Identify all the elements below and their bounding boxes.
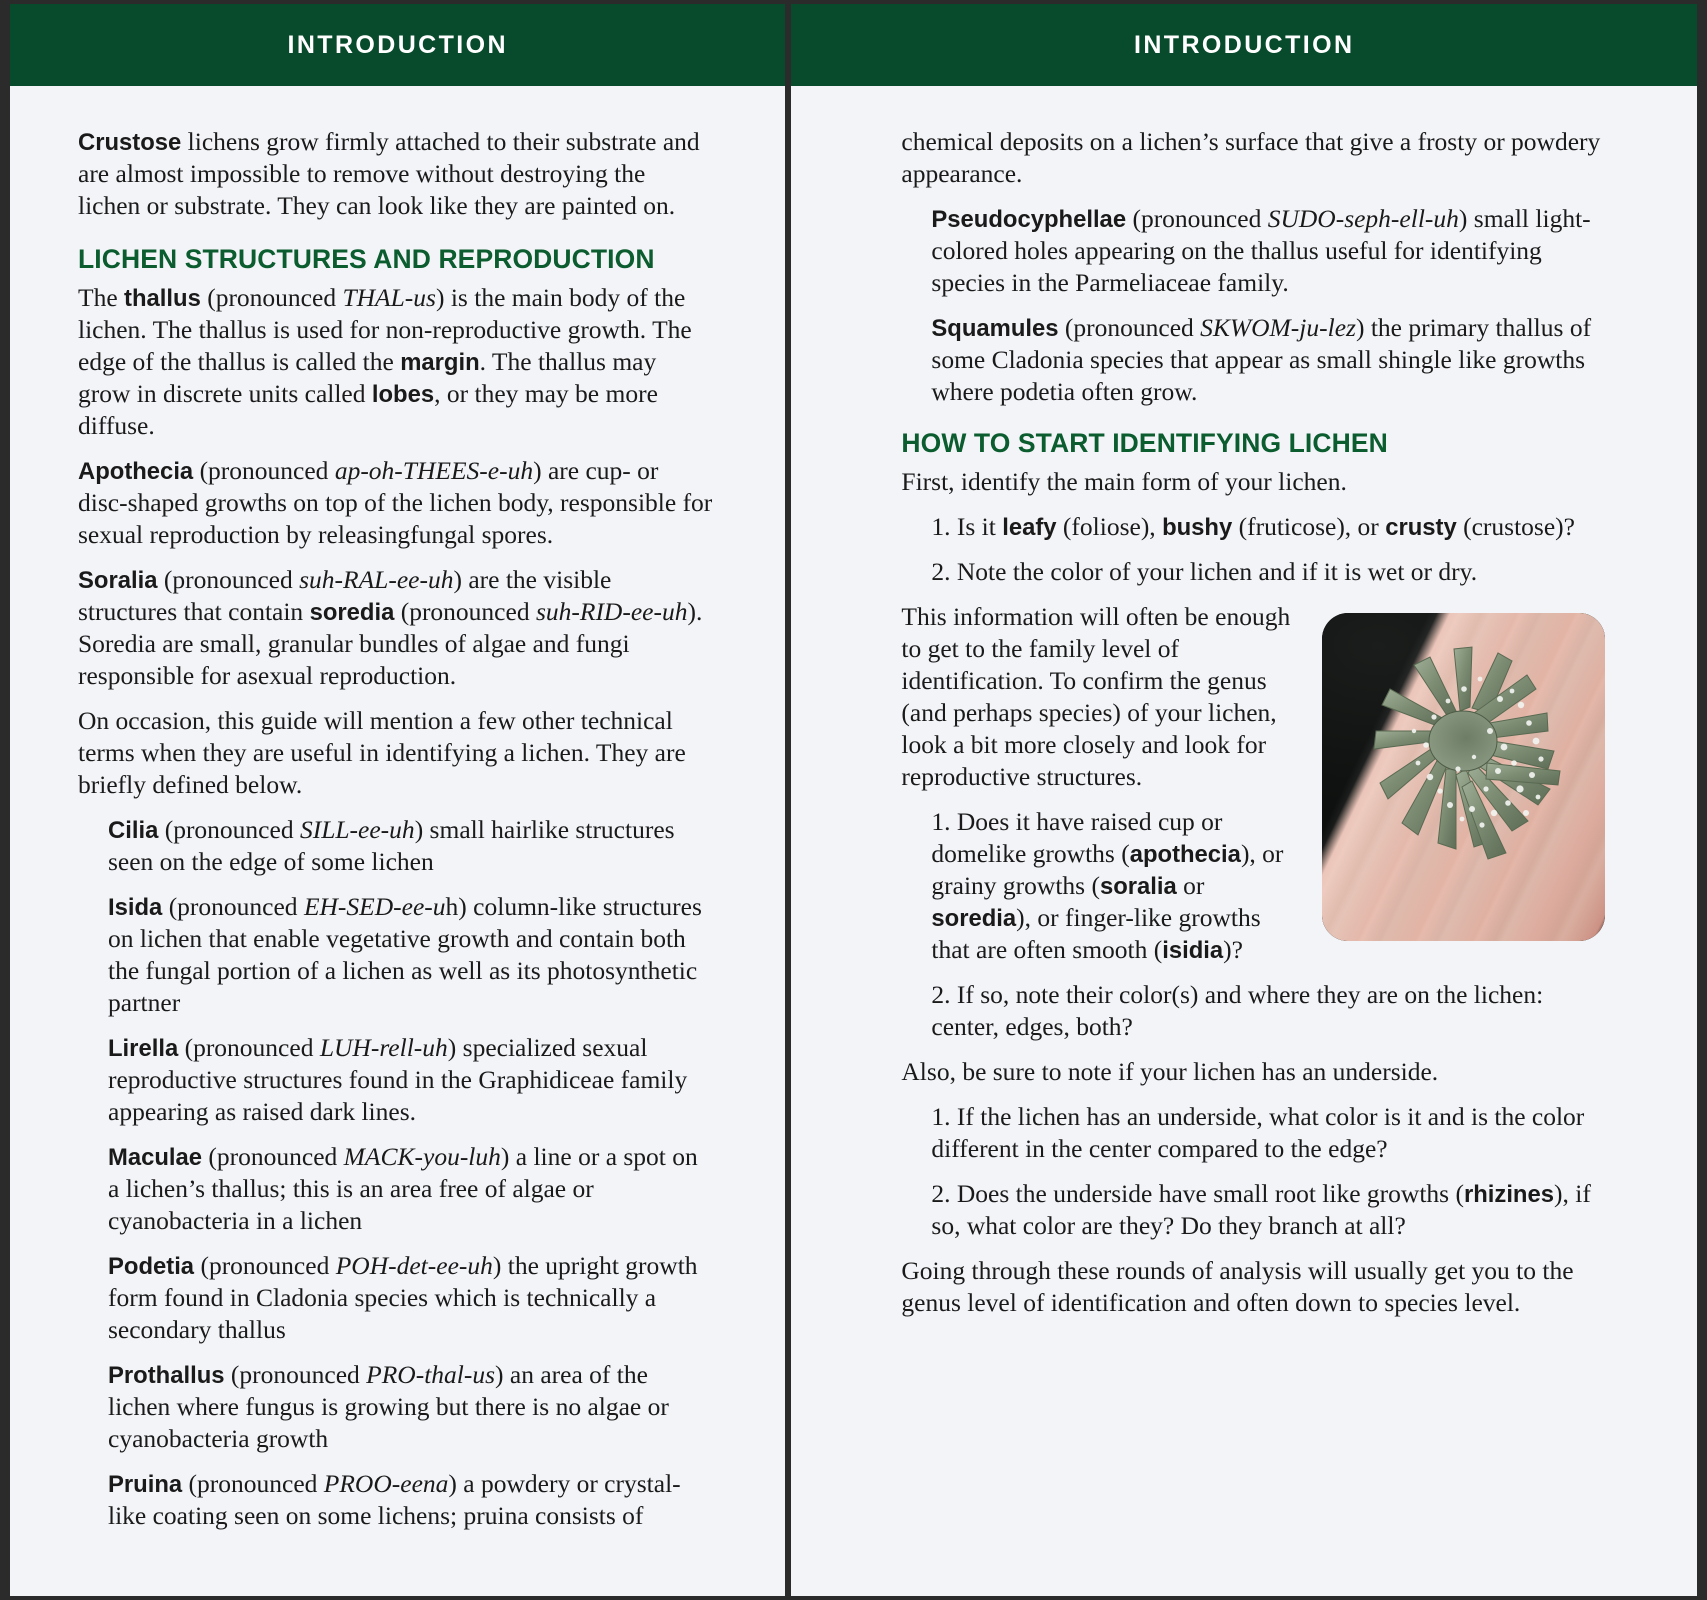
term-isida: Isida xyxy=(108,894,163,922)
pronunciation-prothallus: PRO-thal-us xyxy=(366,1360,496,1390)
podetia-pron-prefix: (pronounced xyxy=(194,1251,336,1281)
pronunciation-podetia: POH-det-ee-uh xyxy=(335,1251,493,1281)
pruina-pron-prefix: (pronounced xyxy=(182,1469,324,1499)
term-leafy: leafy xyxy=(1002,514,1057,542)
step1-c: (fruticose), or xyxy=(1232,512,1386,542)
thallus-c: ) is the main body of the lichen. The thallus is used for non-reproductive growth. The edge of the thallus is called the xyxy=(78,283,692,377)
glossary-entry-maculae xyxy=(108,1141,713,1237)
lirella-definition: ) specialized sexual reproductive structures found in the Graphidiceae family appearing as raised dark lines. xyxy=(108,1033,688,1127)
pronunciation-lirella: LUH-rell-uh xyxy=(319,1033,448,1063)
pronunciation-squamules: SKWOM-ju-lez xyxy=(1200,313,1356,342)
thallus-d: . The thallus may grow in discrete units called xyxy=(78,347,657,409)
glossary-entry-pseudocyphellae xyxy=(931,203,1605,299)
apothecia-a: (pronounced xyxy=(193,456,335,486)
maculae-definition: ) a line or a spot on a lichen’s thallus; this is an area free of algae or cyanobacteria in a lichen xyxy=(108,1142,698,1236)
q1-d: ), or finger-like growths that are often smooth ( xyxy=(931,903,1261,965)
left-column-body xyxy=(10,86,785,1596)
pronunciation-apothecia: ap-oh-THEES-e-uh xyxy=(334,456,534,486)
pronunciation-thallus: THAL-us xyxy=(342,283,436,313)
squamules-definition: ) the primary thallus of some Cladonia species that appear as small shingle like growths where podetia often grow. xyxy=(931,313,1592,406)
thallus-a: The xyxy=(78,283,125,313)
term-prothallus: Prothallus xyxy=(108,1362,225,1390)
pruina-definition: ) a powdery or crystal-like coating seen on some lichens; pruina consists of xyxy=(108,1469,681,1531)
soralia-d: ). Soredia are small, granular bundles of algae and fungi responsible for asexual reproduction. xyxy=(78,597,703,691)
prothallus-definition: ) an area of the lichen where fungus is growing but there is no algae or cyanobacteria growth xyxy=(108,1360,669,1454)
underside-item-2 xyxy=(931,1178,1605,1242)
q1-b: ), or grainy growths ( xyxy=(931,839,1284,901)
pseudocyphellae-definition: ) small light-colored holes appearing on the thallus useful for identifying species in the Parmeliaceae family. xyxy=(931,204,1591,297)
isida-pron-prefix: (pronounced xyxy=(162,892,304,922)
paragraph-crustose xyxy=(78,126,713,222)
term-pruina: Pruina xyxy=(108,1471,183,1499)
step1-d: (crustose)? xyxy=(1456,512,1575,542)
pronunciation-maculae: MACK-you-luh xyxy=(343,1142,501,1172)
pseudocyphellae-pron-prefix: (pronounced xyxy=(1126,204,1268,233)
term-bushy: bushy xyxy=(1162,514,1233,542)
term-podetia: Podetia xyxy=(108,1253,195,1281)
term-apothecia: Apothecia xyxy=(78,458,194,486)
thallus-e: , or they may be more diffuse. xyxy=(78,379,658,441)
u2-b: ), if so, what color are they? Do they branch at all? xyxy=(931,1179,1591,1241)
isida-definition: h) column-like structures on lichen that enable vegetative growth and contain both the fungal portion of a lichen as well as its photosynthetic partner xyxy=(108,892,702,1018)
right-column-body xyxy=(791,86,1697,1596)
term-soredia-q: soredia xyxy=(931,905,1017,933)
paragraph-soralia xyxy=(78,564,713,692)
term-thallus: thallus xyxy=(124,285,201,313)
glossary-entry-pruina xyxy=(108,1468,713,1532)
glossary-entry-squamules xyxy=(931,312,1605,408)
q1-c: or xyxy=(1176,871,1205,901)
left-page xyxy=(10,4,785,1596)
thallus-b: (pronounced xyxy=(200,283,343,313)
glossary-entry-prothallus xyxy=(108,1359,713,1455)
glossary-entry-lirella xyxy=(108,1032,713,1128)
prothallus-pron-prefix: (pronounced xyxy=(224,1360,367,1390)
term-squamules: Squamules xyxy=(931,315,1059,342)
q1-a: 1. Does it have raised cup or domelike growths ( xyxy=(931,807,1223,869)
podetia-definition: ) the upright growth form found in Cladonia species which is technically a secondary thallus xyxy=(108,1251,698,1345)
squamules-pron-prefix: (pronounced xyxy=(1058,313,1201,342)
step-item-1 xyxy=(931,511,1605,543)
paragraph-this-information: This information will often be enough to get to the family level of identification. To confirm the genus (and perhaps species) of your lichen, look a bit more closely and look for reproductive structures. xyxy=(901,602,1291,792)
crustose-rest: lichens grow firmly attached to their substrate and are almost impossible to remove without destroying the lichen or substrate. They can look like they are painted on. xyxy=(78,127,700,220)
term-lirella: Lirella xyxy=(108,1035,179,1063)
maculae-pron-prefix: (pronounced xyxy=(202,1142,344,1172)
u2-a: 2. Does the underside have small root like growths ( xyxy=(931,1179,1464,1209)
pronunciation-cilia: SILL-ee-uh xyxy=(299,815,415,845)
term-margin: margin xyxy=(400,349,480,377)
term-crusty: crusty xyxy=(1385,514,1457,542)
glossary-entry-cilia xyxy=(108,814,713,878)
term-soredia: soredia xyxy=(309,599,395,627)
paragraph-first-identify: First, identify the main form of your lichen. xyxy=(901,467,1347,497)
step-item-2: 2. Note the color of your lichen and if it is wet or dry. xyxy=(931,557,1478,587)
term-lobes: lobes xyxy=(371,381,435,409)
apothecia-b: ) are cup- or disc-shaped growths on top of the lichen body, responsible for sexual reproduction by releasingfungal spores. xyxy=(78,456,713,550)
paragraph-thallus xyxy=(78,282,713,442)
pronunciation-pruina: PROO-eena xyxy=(323,1469,449,1499)
soralia-b: ) are the visible structures that contain xyxy=(78,565,612,627)
paragraph-closing: Going through these rounds of analysis will usually get you to the genus level of identification and often down to species level. xyxy=(901,1256,1574,1318)
cilia-definition: ) small hairlike structures seen on the edge of some lichen xyxy=(108,815,675,877)
term-isidia-q: isidia xyxy=(1162,937,1224,965)
lichen-photo xyxy=(1322,613,1605,941)
cilia-pron-prefix: (pronounced xyxy=(158,815,300,845)
right-page xyxy=(791,4,1697,1596)
pronunciation-soredia: suh-RID-ee-uh xyxy=(535,597,688,627)
step1-a: 1. Is it xyxy=(931,512,1003,542)
term-apothecia-q: apothecia xyxy=(1129,841,1241,869)
pronunciation-isida: EH-SED-ee-u xyxy=(303,892,446,922)
soralia-c: (pronounced xyxy=(394,597,536,627)
term-maculae: Maculae xyxy=(108,1144,203,1172)
running-head-left: INTRODUCTION xyxy=(10,4,785,86)
term-soralia: Soralia xyxy=(78,567,158,595)
step1-b: (foliose), xyxy=(1056,512,1163,542)
soralia-a: (pronounced xyxy=(157,565,300,595)
lirella-pron-prefix: (pronounced xyxy=(178,1033,320,1063)
glossary-entry-isida xyxy=(108,891,713,1019)
pronunciation-pseudocyphellae: SUDO-seph-ell-uh xyxy=(1267,204,1459,233)
underside-item-1: 1. If the lichen has an underside, what color is it and is the color different in the center compared to the edge? xyxy=(931,1102,1585,1164)
term-rhizines: rhizines xyxy=(1463,1181,1554,1209)
term-cilia: Cilia xyxy=(108,817,159,845)
paragraph-underside: Also, be sure to note if your lichen has an underside. xyxy=(901,1057,1439,1087)
paragraph-on-occasion: On occasion, this guide will mention a few other technical terms when they are useful in identifying a lichen. They are briefly defined below. xyxy=(78,706,686,800)
running-head-right: INTRODUCTION xyxy=(791,4,1697,86)
term-soralia-q: soralia xyxy=(1099,873,1177,901)
term-crustose: Crustose xyxy=(78,129,182,156)
lichen-specimen-illustration xyxy=(1322,613,1605,941)
question-item-2: 2. If so, note their color(s) and where they are on the lichen: center, edges, both? xyxy=(931,980,1544,1042)
glossary-entry-podetia xyxy=(108,1250,713,1346)
term-pseudocyphellae: Pseudocyphellae xyxy=(931,206,1127,233)
paragraph-continuation: chemical deposits on a lichen’s surface that give a frosty or powdery appearance. xyxy=(901,127,1601,188)
paragraph-apothecia xyxy=(78,455,713,551)
q1-e: )? xyxy=(1223,935,1243,965)
section-heading-how-to-start: HOW TO START IDENTIFYING LICHEN xyxy=(901,428,1388,458)
section-heading-lichen-structures: LICHEN STRUCTURES AND REPRODUCTION xyxy=(78,244,655,274)
pronunciation-soralia: suh-RAL-ee-uh xyxy=(299,565,454,595)
